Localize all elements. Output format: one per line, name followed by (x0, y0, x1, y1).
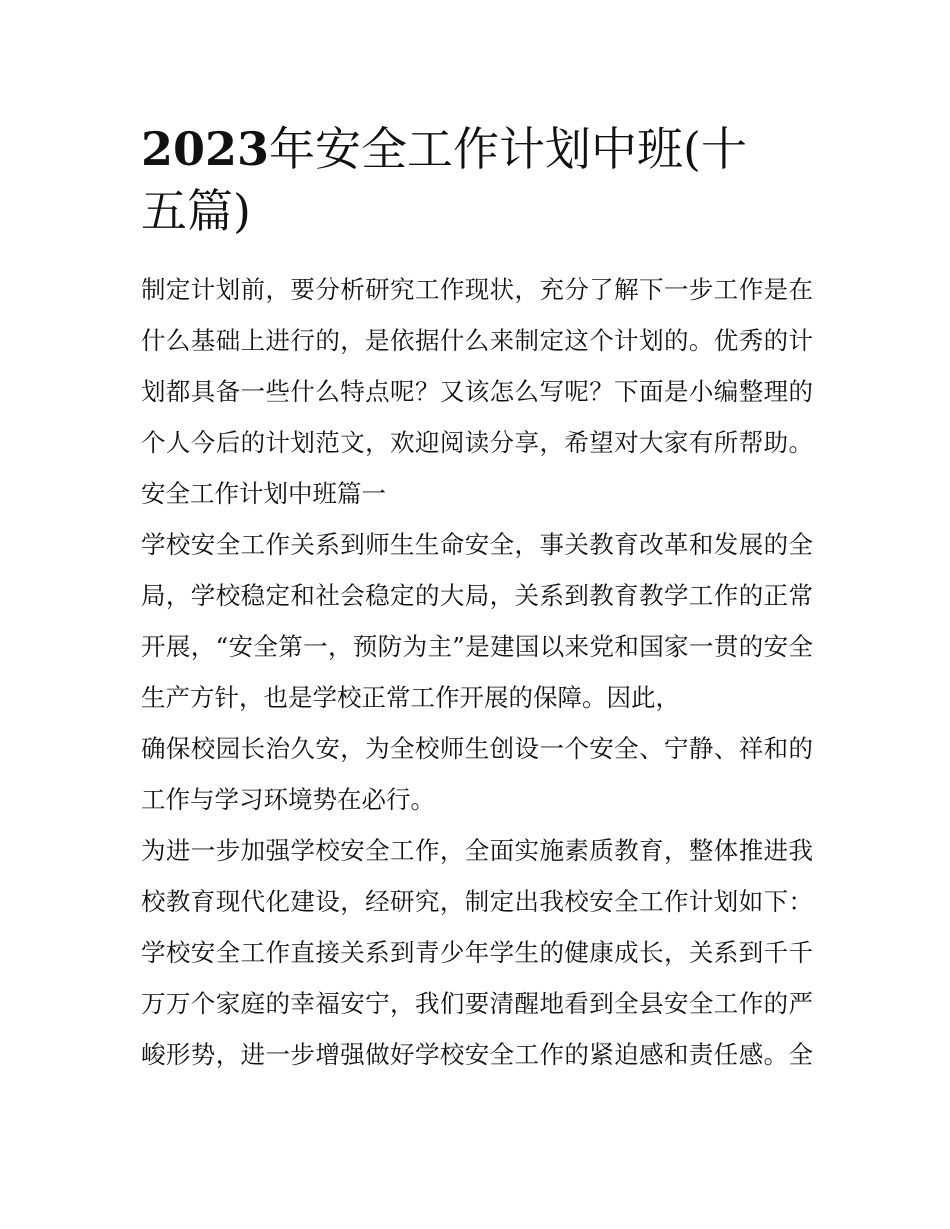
body-text-line: 工作与学习环境势在必行。 (141, 785, 435, 814)
body-text-line: 制定计划前，要分析研究工作现状，充分了解下一步工作是在 (141, 275, 813, 304)
body-text-line: 校教育现代化建设，经研究，制定出我校安全工作计划如下： (141, 887, 813, 916)
title-text-line-2: 五篇) (141, 184, 251, 238)
title-year: 2023 (141, 122, 270, 176)
body-text-line: 开展，“安全第一，预防为主”是建国以来党和国家一贯的安全 (141, 632, 813, 661)
body-text-line: 安全工作计划中班篇一 (141, 479, 386, 508)
body-text-line: 万万个家庭的幸福安宁，我们要清醒地看到全县安全工作的严 (141, 989, 813, 1018)
body-text-line: 局，学校稳定和社会稳定的大局，关系到教育教学工作的正常 (141, 581, 813, 610)
body-text-line: 划都具备一些什么特点呢？又该怎么写呢？下面是小编整理的 (141, 377, 813, 406)
document-body (141, 264, 813, 1080)
body-text-line: 学校安全工作直接关系到青少年学生的健康成长，关系到千千 (141, 938, 813, 967)
body-text-line: 什么基础上进行的，是依据什么来制定这个计划的。优秀的计 (141, 326, 813, 355)
body-text-line: 峻形势，进一步增强做好学校安全工作的紧迫感和责任感。全 (141, 1040, 813, 1069)
document-title (141, 118, 813, 242)
body-text-line: 个人今后的计划范文，欢迎阅读分享，希望对大家有所帮助。 (141, 428, 813, 457)
body-text-line: 学校安全工作关系到师生生命安全，事关教育改革和发展的全 (141, 530, 813, 559)
title-text-line-1: 年安全工作计划中班(十 (269, 122, 747, 176)
body-text-line: 为进一步加强学校安全工作，全面实施素质教育，整体推进我 (141, 836, 813, 865)
body-text-line: 生产方针，也是学校正常工作开展的保障。因此， (141, 683, 680, 712)
document-page (141, 118, 813, 1080)
body-text-line: 确保校园长治久安，为全校师生创设一个安全、宁静、祥和的 (141, 734, 813, 763)
